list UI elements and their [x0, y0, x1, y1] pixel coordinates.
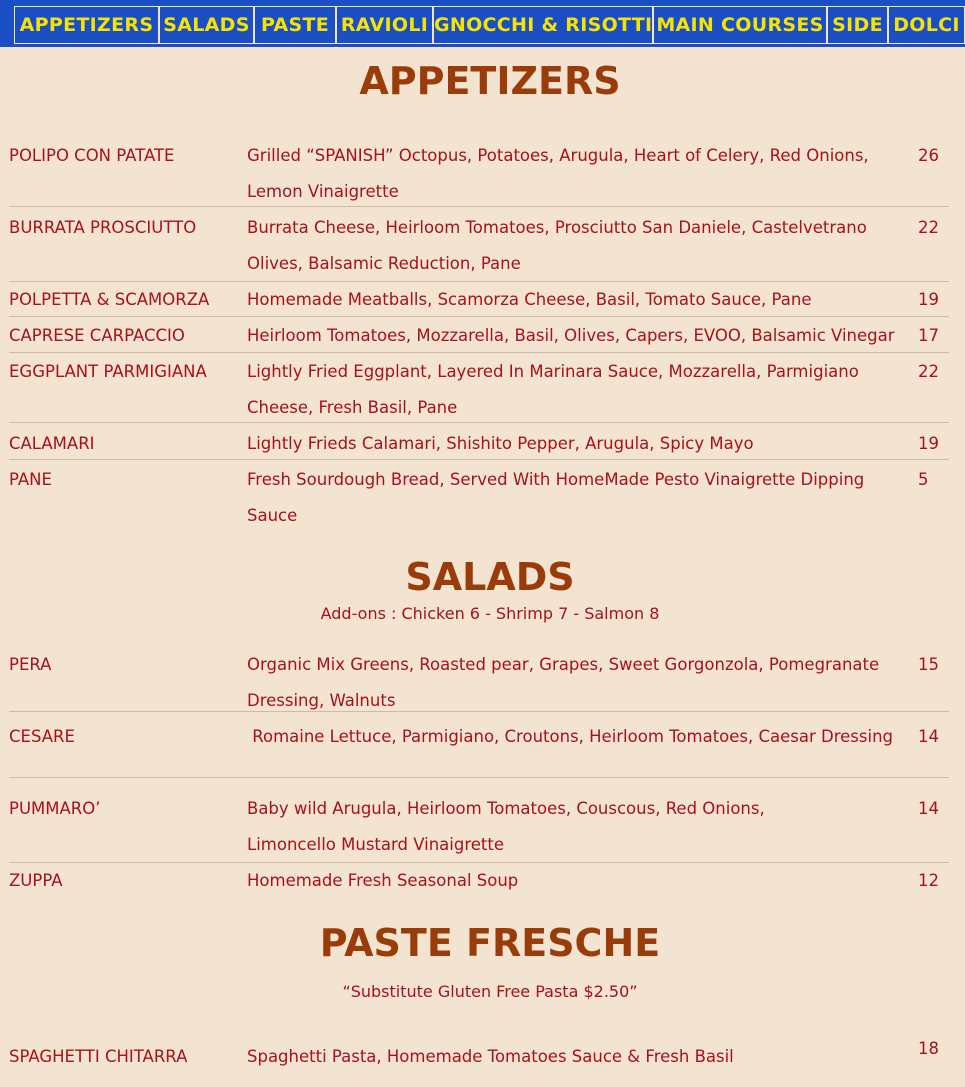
- item-description: Lightly Frieds Calamari, Shishito Pepper, Arugula, Spicy Mayo: [247, 434, 754, 453]
- item-price: 26: [918, 146, 939, 165]
- item-name: CESARE: [9, 727, 75, 746]
- item-name: BURRATA PROSCIUTTO: [9, 218, 197, 237]
- item-description: Grilled “SPANISH” Octopus, Potatoes, Arugula, Heart of Celery, Red Onions, Lemon Vinaigrette: [247, 146, 869, 201]
- item-price: 19: [918, 290, 939, 309]
- item-description: Heirloom Tomatoes, Mozzarella, Basil, Olives, Capers, EVOO, Balsamic Vinegar: [247, 326, 895, 345]
- item-name: EGGPLANT PARMIGIANA: [9, 362, 207, 381]
- tab-main-courses[interactable]: MAIN COURSES: [653, 6, 827, 44]
- item-description-line: Baby wild Arugula, Heirloom Tomatoes, Couscous, Red Onions,: [247, 799, 765, 818]
- item-price: 19: [918, 434, 939, 453]
- item-price: 15: [918, 655, 939, 674]
- item-description: Burrata Cheese, Heirloom Tomatoes, Prosciutto San Daniele, Castelvetrano Olives, Balsamic Reduction, Pane: [247, 218, 867, 273]
- item-price: 12: [918, 871, 939, 890]
- menu-item: [9, 138, 949, 207]
- item-name: ZUPPA: [9, 871, 63, 890]
- item-description: Homemade Meatballs, Scamorza Cheese, Basil, Tomato Sauce, Pane: [247, 290, 812, 309]
- paste-gluten-free-note: “Substitute Gluten Free Pasta $2.50”: [342, 982, 638, 1001]
- tab-paste[interactable]: PASTE: [254, 6, 336, 44]
- tab-ravioli[interactable]: RAVIOLI: [336, 6, 433, 44]
- menu-item: [9, 1039, 949, 1083]
- menu-item: [9, 647, 949, 712]
- item-name: PUMMARO’: [9, 799, 101, 818]
- item-name: PANE: [9, 470, 52, 489]
- menu-item: [9, 318, 949, 353]
- menu-item: [9, 791, 949, 863]
- item-description: Fresh Sourdough Bread, Served With HomeMade Pesto Vinaigrette Dipping Sauce: [247, 470, 865, 525]
- menu-item: [9, 719, 949, 778]
- menu-item: [9, 426, 949, 460]
- item-price: 14: [918, 727, 939, 746]
- section-title-salads: SALADS: [405, 555, 575, 599]
- item-description: Lightly Fried Eggplant, Layered In Marinara Sauce, Mozzarella, Parmigiano Cheese, Fresh Basil, Pane: [247, 362, 859, 417]
- item-price: 18: [918, 1039, 939, 1058]
- salads-addons-note: Add-ons : Chicken 6 - Shrimp 7 - Salmon 8: [320, 604, 660, 623]
- item-price: 22: [918, 218, 939, 237]
- item-description: Organic Mix Greens, Roasted pear, Grapes, Sweet Gorgonzola, Pomegranate Dressing, Walnuts: [247, 655, 880, 710]
- item-price: 14: [918, 799, 939, 818]
- item-description: Spaghetti Pasta, Homemade Tomatoes Sauce & Fresh Basil: [247, 1047, 734, 1066]
- item-name: POLIPO CON PATATE: [9, 146, 175, 165]
- item-name: CAPRESE CARPACCIO: [9, 326, 185, 345]
- menu-item: [9, 462, 949, 534]
- item-price: 22: [918, 362, 939, 381]
- item-description: [247, 791, 897, 863]
- item-price: 17: [918, 326, 939, 345]
- menu-item: [9, 210, 949, 282]
- item-description: Romaine Lettuce, Parmigiano, Croutons, Heirloom Tomatoes, Caesar Dressing: [247, 727, 894, 746]
- item-price: 5: [918, 470, 929, 489]
- category-nav: [0, 0, 965, 47]
- tab-appetizers[interactable]: APPETIZERS: [14, 6, 159, 44]
- item-name: SPAGHETTI CHITARRA: [9, 1047, 188, 1066]
- section-title-appetizers: APPETIZERS: [359, 59, 621, 103]
- item-name: POLPETTA & SCAMORZA: [9, 290, 210, 309]
- tab-side[interactable]: SIDE: [827, 6, 888, 44]
- menu-item: [9, 282, 949, 317]
- item-description-line: Limoncello Mustard Vinaigrette: [247, 835, 505, 854]
- tab-dolci[interactable]: DOLCI: [888, 6, 965, 44]
- section-title-paste: PASTE FRESCHE: [319, 921, 661, 965]
- tab-gnocchi-risotti[interactable]: GNOCCHI & RISOTTI: [433, 6, 653, 44]
- menu-item: [9, 863, 949, 899]
- tab-salads[interactable]: SALADS: [159, 6, 254, 44]
- item-description: Homemade Fresh Seasonal Soup: [247, 871, 519, 890]
- menu-item: [9, 354, 949, 423]
- item-name: CALAMARI: [9, 434, 95, 453]
- item-name: PERA: [9, 655, 52, 674]
